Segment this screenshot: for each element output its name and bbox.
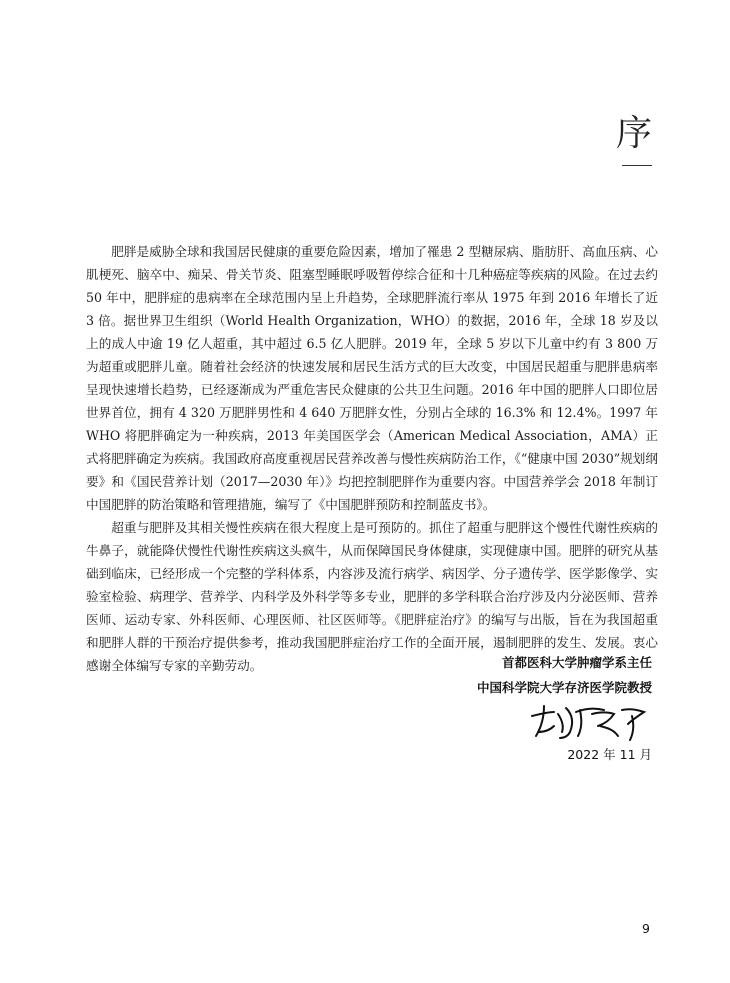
paragraph-1: 肥胖是威胁全球和我国居民健康的重要危险因素，增加了罹患 2 型糖尿病、脂肪肝、高血压病、心肌梗死、脑卒中、痴呆、骨关节炎、阻塞型睡眠呼吸暂停综合征和十几种癌症等疾病的风险。在过去约 50 年中，肥胖症的患病率在全球范围内呈上升趋势，全球肥胖流行率从 1975 年到 2016 年增长了近 3 倍。据世界卫生组织（World Health Organization，WHO）的数据，2016 年，全球 18 岁及以上的成人中逾 19 亿人超重，其中超过 6.5 亿人肥胖。2019 年，全球 5 岁以下儿童中约有 3 800 万为超重或肥胖儿童。随着社会经济的快速发展和居民生活方式的巨大改变，中国居民超重与肥胖患病率呈现快速增长趋势，已经逐渐成为严重危害民众健康的公共卫生问题。2016 年中国的肥胖人口即位居世界首位，拥有 4 320 万肥胖男性和 4 640 万肥胖女性，分别占全球的 16.3% 和 12.4%。1997 年 WHO 将肥胖确定为一种疾病，2013 年美国医学会（American Medical Association，AMA）正式将肥胖确定为疾病。我国政府高度重视居民营养改善与慢性疾病防治工作，《“健康中国 2030”规划纲要》和《国民营养计划（2017—2030 年）》均把控制肥胖作为重要内容。中国营养学会 2018 年制订中国肥胖的防治策略和管理措施，编写了《中国肥胖预防和控制蓝皮书》。 xyxy=(86,244,658,512)
preface-body xyxy=(86,240,658,677)
signature-date: 2022 年 11 月 xyxy=(567,747,652,762)
paragraph-2: 超重与肥胖及其相关慢性疾病在很大程度上是可预防的。抓住了超重与肥胖这个慢性代谢性疾病的牛鼻子，就能降伏慢性代谢性疾病这头疯牛，从而保障国民身体健康，实现健康中国。肥胖的研究从基础到临床，已经形成一个完整的学科体系，内容涉及流行病学、病因学、分子遗传学、医学影像学、实验室检验、病理学、营养学、内科学及外科学等多专业，肥胖的多学科联合治疗涉及内分泌医师、营养医师、运动专家、外科医师、心理医师、社区医师等。《肥胖症治疗》的编写与出版，旨在为我国超重和肥胖人群的干预治疗提供参考，推动我国肥胖症治疗工作的全面开展，遏制肥胖的发生、发展。衷心感谢全体编写专家的辛勤劳动。 xyxy=(86,520,658,673)
page-title: 序 xyxy=(615,113,652,154)
page-number: 9 xyxy=(642,921,650,936)
handwritten-signature xyxy=(528,702,650,742)
author-affiliation-1: 首都医科大学肿瘤学系主任 xyxy=(501,655,652,670)
title-underline xyxy=(622,165,652,166)
signature-block xyxy=(477,650,652,700)
author-affiliation-2: 中国科学院大学存济医学院教授 xyxy=(476,680,652,695)
